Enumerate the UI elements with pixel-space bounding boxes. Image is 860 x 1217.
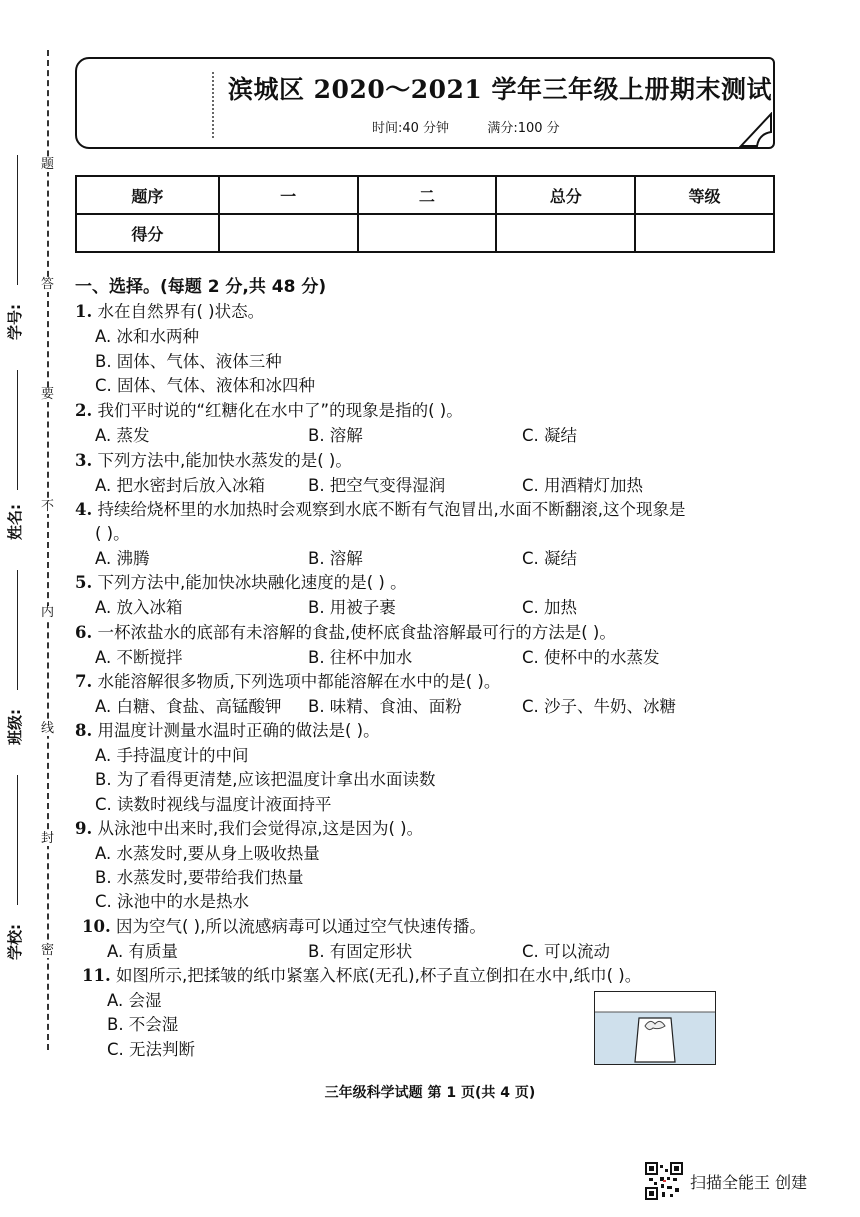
header-cell: 题序 — [76, 176, 219, 214]
page-title: 滨城区 2020～2021 学年三年级上册期末测试 — [227, 75, 773, 104]
cup-in-water-figure — [594, 991, 716, 1065]
option[interactable]: C. 读数时视线与温度计液面持平 — [95, 795, 332, 814]
option[interactable]: B. 为了看得更清楚,应该把温度计拿出水面读数 — [95, 770, 436, 789]
question-11 — [82, 965, 641, 987]
option[interactable]: C. 固体、气体、液体和冰四种 — [95, 376, 316, 395]
question-number: 9. — [75, 819, 93, 838]
name-line[interactable] — [17, 370, 18, 490]
question-number: 10. — [82, 917, 111, 936]
option[interactable]: A. 冰和水两种 — [95, 327, 199, 346]
binding-dashed-line — [47, 50, 49, 1050]
option[interactable]: A. 把水密封后放入冰箱 — [95, 476, 265, 495]
name-label: 姓名: — [6, 504, 24, 540]
option[interactable]: B. 味精、食油、面粉 — [308, 697, 462, 716]
question-2 — [75, 400, 463, 422]
student-id-line[interactable] — [17, 155, 18, 285]
school-label: 学校: — [6, 924, 24, 960]
page-curl-icon — [739, 112, 773, 148]
binding-char: 内 — [41, 605, 55, 620]
question-number: 2. — [75, 401, 93, 420]
option[interactable]: A. 会湿 — [107, 991, 162, 1010]
question-number: 3. — [75, 451, 93, 470]
question-6 — [75, 622, 616, 644]
score-cell[interactable] — [496, 214, 635, 252]
exam-full-score: 满分:100 分 — [487, 121, 560, 136]
question-8 — [75, 720, 380, 742]
option[interactable]: A. 放入冰箱 — [95, 598, 183, 617]
binding-char: 要 — [41, 387, 55, 402]
question-number: 4. — [75, 500, 93, 519]
binding-char: 封 — [41, 831, 55, 846]
row-label: 得分 — [76, 214, 219, 252]
option[interactable]: C. 加热 — [522, 598, 578, 617]
question-number: 1. — [75, 302, 93, 321]
binding-char: 不 — [41, 499, 55, 514]
option[interactable]: A. 不断搅拌 — [95, 648, 183, 667]
binding-char: 题 — [41, 157, 55, 172]
question-stem: 持续给烧杯里的水加热时会观察到水底不断有气泡冒出,水面不断翻滚,这个现象是 — [97, 500, 686, 519]
qr-code-icon — [645, 1162, 683, 1200]
section-heading: 一、选择。(每题 2 分,共 48 分) — [75, 277, 327, 297]
option[interactable]: B. 往杯中加水 — [308, 648, 413, 667]
header-cell: 等级 — [635, 176, 774, 214]
option[interactable]: A. 蒸发 — [95, 426, 150, 445]
class-line[interactable] — [17, 570, 18, 690]
question-9 — [75, 818, 423, 840]
question-stem: 水在自然界有( )状态。 — [97, 302, 265, 321]
question-5 — [75, 572, 407, 594]
question-stem: 用温度计测量水温时正确的做法是( )。 — [97, 721, 380, 740]
question-stem: 我们平时说的“红糖化在水中了”的现象是指的( )。 — [97, 401, 463, 420]
option[interactable]: C. 使杯中的水蒸发 — [522, 648, 660, 667]
question-stem: 如图所示,把揉皱的纸巾紧塞入杯底(无孔),杯子直立倒扣在水中,纸巾( )。 — [115, 966, 642, 985]
score-cell[interactable] — [635, 214, 774, 252]
option[interactable]: C. 凝结 — [522, 426, 578, 445]
question-stem: 下列方法中,能加快水蒸发的是( )。 — [97, 451, 352, 470]
score-cell[interactable] — [358, 214, 497, 252]
option[interactable]: A. 手持温度计的中间 — [95, 746, 249, 765]
question-stem: 因为空气( ),所以流感病毒可以通过空气快速传播。 — [115, 917, 486, 936]
binding-char: 答 — [41, 277, 55, 292]
option[interactable]: C. 无法判断 — [107, 1040, 196, 1059]
title-divider — [212, 72, 214, 138]
option[interactable]: A. 水蒸发时,要从身上吸收热量 — [95, 844, 320, 863]
option[interactable]: A. 白糖、食盐、高锰酸钾 — [95, 697, 282, 716]
binding-char: 线 — [41, 721, 55, 736]
binding-char: 密 — [41, 943, 55, 958]
question-number: 11. — [82, 966, 111, 985]
option[interactable]: B. 用被子裹 — [308, 598, 396, 617]
option[interactable]: B. 水蒸发时,要带给我们热量 — [95, 868, 304, 887]
question-stem: 一杯浓盐水的底部有未溶解的食盐,使杯底食盐溶解最可行的方法是( )。 — [97, 623, 616, 642]
header-cell: 一 — [219, 176, 358, 214]
scanner-watermark: 扫描全能王 创建 — [690, 1173, 808, 1192]
option[interactable]: C. 可以流动 — [522, 942, 611, 961]
question-number: 5. — [75, 573, 93, 592]
option[interactable]: C. 沙子、牛奶、冰糖 — [522, 697, 677, 716]
question-number: 8. — [75, 721, 93, 740]
question-stem-continued: ( )。 — [95, 524, 130, 543]
option[interactable]: B. 溶解 — [308, 549, 363, 568]
header-cell: 总分 — [496, 176, 635, 214]
question-number: 6. — [75, 623, 93, 642]
option[interactable]: C. 凝结 — [522, 549, 578, 568]
option[interactable]: B. 固体、气体、液体三种 — [95, 352, 282, 371]
question-10 — [82, 916, 486, 938]
option[interactable]: A. 有质量 — [107, 942, 178, 961]
class-label: 班级: — [6, 709, 24, 745]
score-cell[interactable] — [219, 214, 358, 252]
question-3 — [75, 450, 352, 472]
option[interactable]: B. 把空气变得湿润 — [308, 476, 446, 495]
question-stem: 下列方法中,能加快冰块融化速度的是( ) 。 — [97, 573, 407, 592]
option[interactable]: A. 沸腾 — [95, 549, 150, 568]
score-table-header — [76, 176, 774, 214]
question-4 — [75, 499, 685, 521]
exam-info — [372, 117, 560, 136]
exam-time: 时间:40 分钟 — [372, 121, 450, 136]
question-7 — [75, 671, 500, 693]
option[interactable]: B. 不会湿 — [107, 1015, 179, 1034]
school-line[interactable] — [17, 775, 18, 905]
option[interactable]: B. 有固定形状 — [308, 942, 413, 961]
score-table-row — [76, 214, 774, 252]
option[interactable]: B. 溶解 — [308, 426, 363, 445]
question-1 — [75, 301, 264, 323]
cup-in-water-illustration — [595, 992, 715, 1064]
page-footer: 三年级科学试题 第 1 页(共 4 页) — [324, 1085, 536, 1101]
option[interactable]: C. 泳池中的水是热水 — [95, 892, 250, 911]
header-cell: 二 — [358, 176, 497, 214]
student-id-label: 学号: — [6, 304, 24, 340]
option[interactable]: C. 用酒精灯加热 — [522, 476, 644, 495]
question-number: 7. — [75, 672, 93, 691]
question-stem: 从泳池中出来时,我们会觉得凉,这是因为( )。 — [97, 819, 424, 838]
score-table — [75, 175, 775, 253]
question-stem: 水能溶解很多物质,下列选项中都能溶解在水中的是( )。 — [97, 672, 501, 691]
